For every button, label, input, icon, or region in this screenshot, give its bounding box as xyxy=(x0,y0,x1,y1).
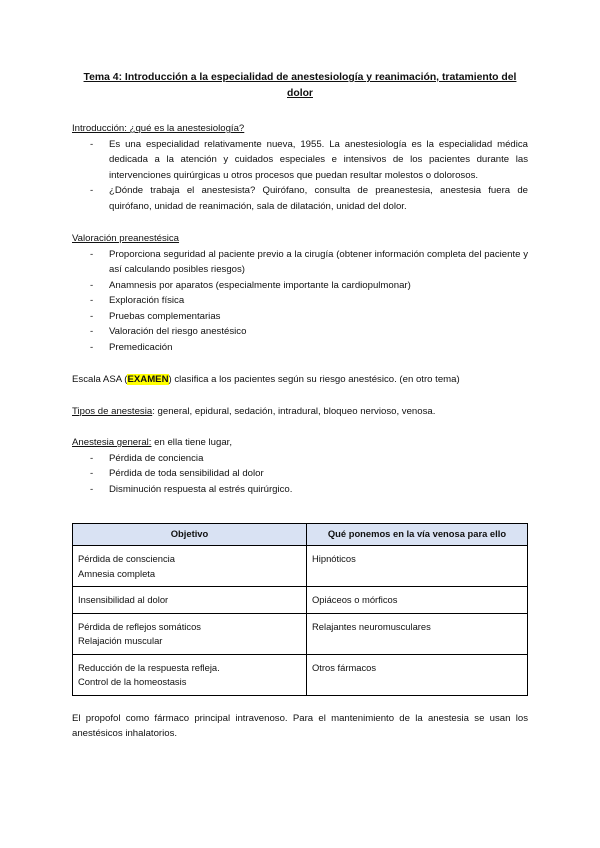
objetivo-cell xyxy=(73,654,307,695)
exam-highlight: EXAMEN xyxy=(127,374,169,385)
table-header-row xyxy=(73,524,528,546)
header-via-venosa: Qué ponemos en la vía venosa para ello xyxy=(307,524,528,546)
objetivo-cell xyxy=(73,587,307,614)
cell-line: Relajación muscular xyxy=(78,635,163,646)
header-objetivo: Objetivo xyxy=(73,524,307,546)
list-item: - Exploración física xyxy=(72,293,528,309)
general-label: Anestesia general: xyxy=(72,437,152,448)
intro-list xyxy=(72,137,528,215)
list-item: - Valoración del riesgo anestésico xyxy=(72,324,528,340)
list-item: - Pérdida de conciencia xyxy=(72,451,528,467)
anesthesia-table xyxy=(72,523,528,696)
table-row xyxy=(73,546,528,587)
list-item: - Premedicación xyxy=(72,340,528,356)
general-paragraph xyxy=(72,435,528,451)
list-item: - Disminución respuesta al estrés quirúrgico. xyxy=(72,482,528,498)
valoracion-list xyxy=(72,247,528,356)
objetivo-cell xyxy=(73,613,307,654)
title-line-2: dolor xyxy=(287,88,313,99)
final-paragraph: El propofol como fármaco principal intravenoso. Para el mantenimiento de la anestesia se usan los anestésicos inhalatorios. xyxy=(72,712,528,739)
tipos-label: Tipos de anestesia xyxy=(72,405,153,417)
intro-heading: Introducción: ¿qué es la anestesiología? xyxy=(72,123,245,134)
table-row xyxy=(73,587,528,614)
via-cell: Opiáceos o mórficos xyxy=(307,587,528,614)
table-row xyxy=(73,613,528,654)
cell-line: Control de la homeostasis xyxy=(78,676,187,687)
via-cell: Relajantes neuromusculares xyxy=(307,613,528,654)
list-item: - Proporciona seguridad al paciente previo a la cirugía (obtener información completa del paciente y así calculando posibles riesgos) xyxy=(72,247,528,278)
asa-paragraph xyxy=(72,372,528,388)
title-line-1: Tema 4: Introducción a la especialidad de anestesiología y reanimación, tratamiento del xyxy=(83,72,517,83)
list-item: - Pérdida de toda sensibilidad al dolor xyxy=(72,466,528,482)
asa-text-after: ) clasifica a los pacientes según su riesgo anestésico. (en otro tema) xyxy=(168,374,460,385)
valoracion-heading: Valoración preanestésica xyxy=(72,233,180,244)
list-item: - Anamnesis por aparatos (especialmente importante la cardiopulmonar) xyxy=(72,278,528,294)
cell-line: Reducción de la respuesta refleja. xyxy=(78,661,220,673)
document-page xyxy=(72,70,528,742)
cell-line: Pérdida de reflejos somáticos xyxy=(78,620,201,632)
table-row xyxy=(73,654,528,695)
asa-text-before: Escala ASA ( xyxy=(72,374,128,385)
general-list xyxy=(72,451,528,498)
cell-line: Pérdida de consciencia xyxy=(78,553,175,564)
objetivo-cell xyxy=(73,546,307,587)
tipos-text: : general, epidural, sedación, intradural, bloqueo nervioso, venosa. xyxy=(152,405,436,417)
list-item: - Es una especialidad relativamente nueva, 1955. La anestesiología es la especialidad médica dedicada a la atención y cuidados especiales e intensivos de los pacientes durante las intervenciones quirúrgicas u otros procesos que puedan resultar molestos o dolorosos. xyxy=(72,137,528,184)
cell-line: Insensibilidad al dolor xyxy=(78,594,169,605)
list-item: - Pruebas complementarias xyxy=(72,309,528,325)
tipos-paragraph xyxy=(72,404,528,420)
list-item: - ¿Dónde trabaja el anestesista? Quirófano, consulta de preanestesia, anestesia fuera de quirófano, unidad de reanimación, sala de dilatación, unidad del dolor. xyxy=(72,183,528,214)
general-text: en ella tiene lugar, xyxy=(151,437,233,448)
document-title xyxy=(72,70,528,102)
cell-line: Amnesia completa xyxy=(78,567,156,579)
via-cell: Hipnóticos xyxy=(307,546,528,587)
via-cell: Otros fármacos xyxy=(307,654,528,695)
